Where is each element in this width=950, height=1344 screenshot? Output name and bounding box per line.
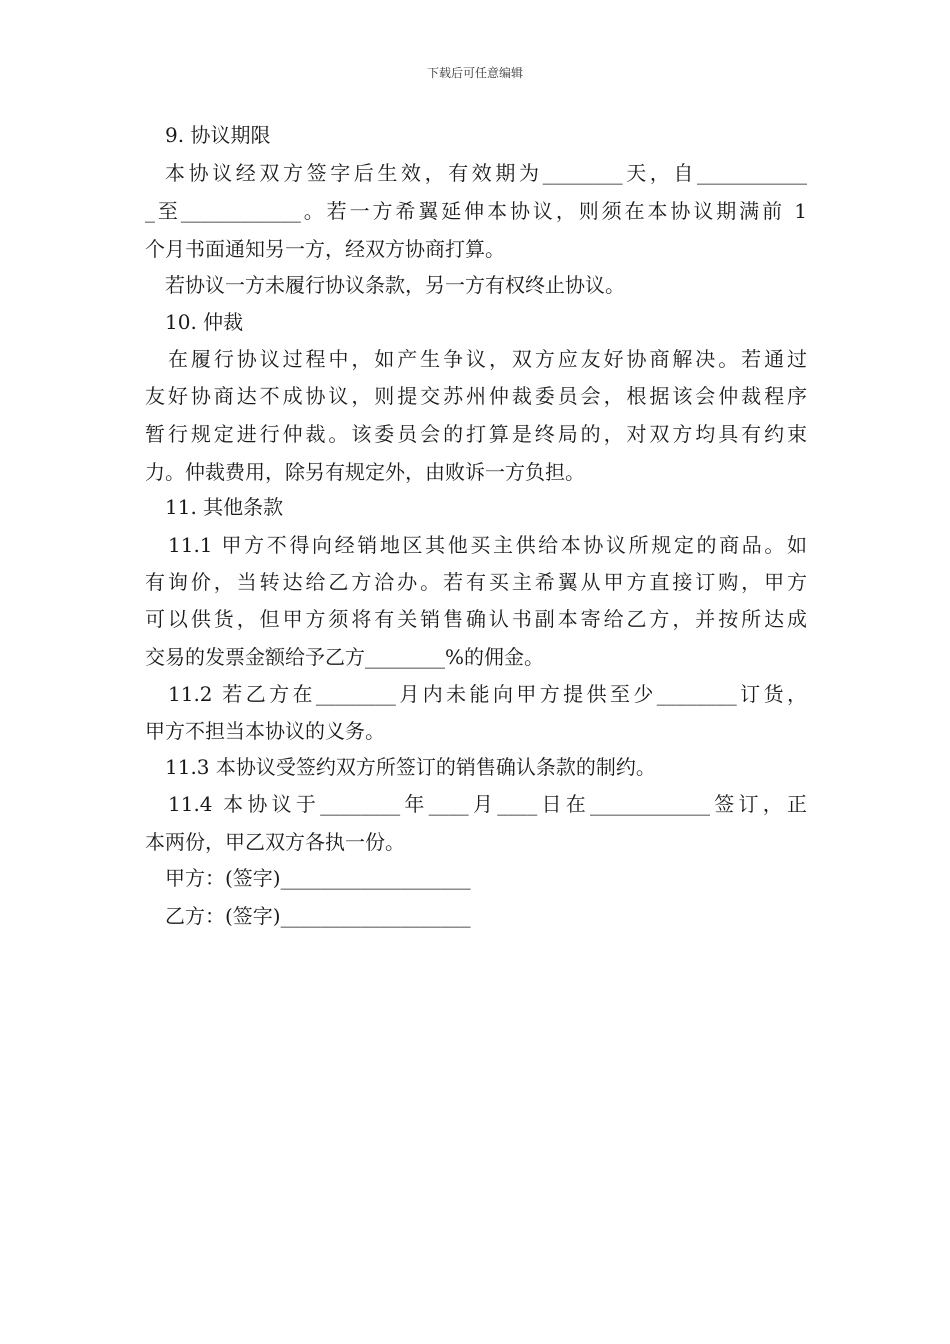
section-11-heading: 11. 其他条款: [165, 495, 284, 519]
clause-11-1-line: 交易的发票金额给予乙方________%的佣金。: [145, 645, 545, 669]
section-10-paragraph-line: 暂行规定进行仲裁。该委员会的打算是终局的，对双方均具有约束: [145, 422, 807, 446]
clause-11-3-line: 11.3 本协议受签约双方所签订的销售确认条款的制约。: [165, 755, 656, 779]
section-9-termination-line: 若协议一方未履行协议条款，另一方有权终止协议。: [165, 273, 625, 297]
section-10-heading: 10. 仲裁: [165, 310, 244, 334]
clause-11-4-line: 本两份，甲乙双方各执一份。: [145, 830, 405, 854]
clause-11-2-line: 甲方不担当本协议的义务。: [145, 719, 385, 743]
clause-11-1-line: 11.1 甲方不得向经销地区其他买主供给本协议所规定的商品。如: [168, 533, 807, 557]
clause-11-2-line: 11.2 若乙方在________月内未能向甲方提供至少________订货，: [168, 682, 807, 706]
clause-11-1-line: 有询价，当转达给乙方洽办。若有买主希翼从甲方直接订购，甲方: [145, 570, 807, 594]
section-9-paragraph-line: _至____________。若一方希翼延伸本协议，则须在本协议期满前 1: [145, 199, 807, 223]
party-b-signature-line: 乙方：(签字)___________________: [165, 904, 471, 928]
page-header: 下载后可任意编辑: [426, 66, 523, 80]
section-10-paragraph-line: 友好协商达不成协议，则提交苏州仲裁委员会，根据该会仲裁程序: [145, 384, 807, 408]
clause-11-1-line: 可以供货，但甲方须将有关销售确认书副本寄给乙方，并按所达成: [145, 607, 807, 631]
clause-11-4-line: 11.4 本协议于________年____月____日在____________签订，正: [168, 792, 807, 816]
section-9-paragraph-line: 个月书面通知另一方，经双方协商打算。: [145, 237, 505, 261]
section-9-paragraph-line: 本协议经双方签字后生效，有效期为________天，自___________: [165, 161, 807, 185]
section-10-paragraph-line: 力。仲裁费用，除另有规定外，由败诉一方负担。: [145, 460, 585, 484]
section-9-heading: 9. 协议期限: [165, 123, 271, 147]
section-10-paragraph-line: 在履行协议过程中，如产生争议，双方应友好协商解决。若通过: [168, 347, 807, 371]
party-a-signature-line: 甲方：(签字)___________________: [165, 866, 471, 890]
